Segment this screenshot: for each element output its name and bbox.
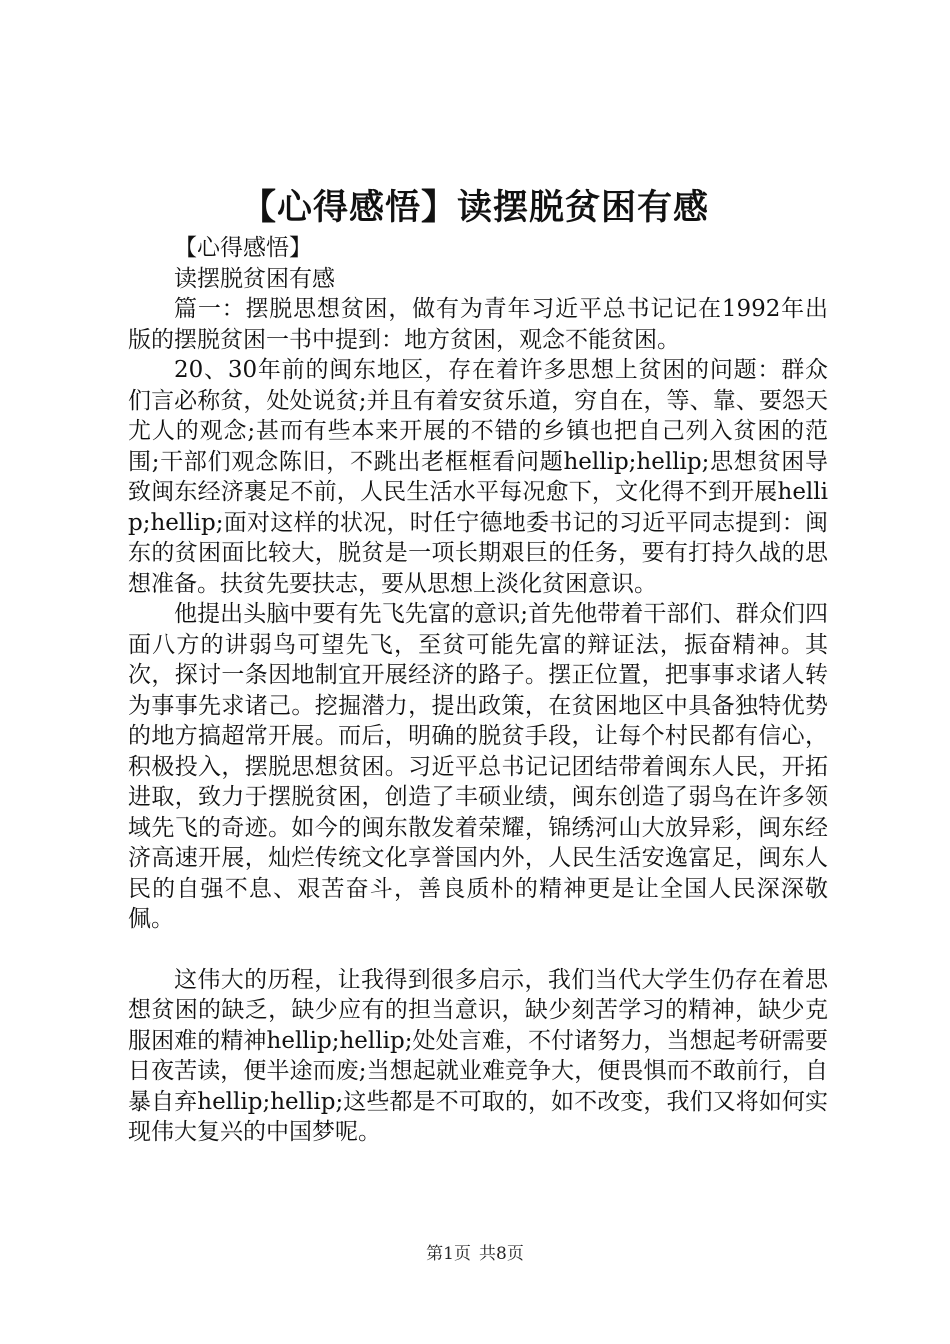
subtitle: 读摆脱贫困有感 bbox=[174, 265, 335, 292]
document-body bbox=[128, 233, 828, 1148]
paragraph: 20、30年前的闽东地区，存在着许多思想上贫困的问题：群众们言必称贫，处处说贫;并且有着安贫乐道，穷自在，等、靠、要怨天尤人的观念;甚而有些本来开展的不错的乡镇也把自己列入贫困的范围;干部们观念陈旧，不跳出老框框看问题hellip;hellip;思想贫困导致闽东经济裹足不前，人民生活水平每况愈下，文化得不到开展hellip;hellip;面对这样的状况，时任宁德地委书记的习近平同志提到：闽东的贫困面比较大，脱贫是一项长期艰巨的任务，要有打持久战的思想准备。扶贫先要扶志，要从思想上淡化贫困意识。 bbox=[128, 357, 828, 597]
section-label: 【心得感悟】 bbox=[174, 235, 312, 261]
page-number: 第1页 bbox=[426, 1244, 471, 1264]
page-total: 共8页 bbox=[479, 1244, 524, 1264]
page-footer bbox=[0, 1243, 950, 1265]
paragraph: 他提出头脑中要有先飞先富的意识;首先他带着干部们、群众们四面八方的讲弱鸟可望先飞，至贫可能先富的辩证法，振奋精神。其次，探讨一条因地制宜开展经济的路子。摆正位置，把事事求诸人转为事事先求诸己。挖掘潜力，提出政策，在贫困地区中具备独特优势的地方搞超常开展。而后，明确的脱贫手段，让每个村民都有信心，积极投入，摆脱思想贫困。习近平总书记记团结带着闽东人民，开拓进取，致力于摆脱贫困，创造了丰硕业绩，闽东创造了弱鸟在许多领域先飞的奇迹。如今的闽东散发着荣耀，锦绣河山大放异彩，闽东经济高速开展，灿烂传统文化享誉国内外，人民生活安逸富足，闽东人民的自强不息、艰苦奋斗，善良质朴的精神更是让全国人民深深敬佩。 bbox=[128, 601, 828, 932]
paragraph: 这伟大的历程，让我得到很多启示，我们当代大学生仍存在着思想贫困的缺乏，缺少应有的担当意识，缺少刻苦学习的精神，缺少克服困难的精神hellip;hellip;处处言难，不付诸努力，当想起考研需要日夜苦读，便半途而废;当想起就业难竞争大，便畏惧而不敢前行，自暴自弃hellip;hellip;这些都是不可取的，如不改变，我们又将如何实现伟大复兴的中国梦呢。 bbox=[128, 966, 828, 1145]
paragraph: 篇一：摆脱思想贫困，做有为青年习近平总书记记在1992年出版的摆脱贫困一书中提到：地方贫困，观念不能贫困。 bbox=[128, 296, 828, 353]
paragraph-spacer bbox=[128, 935, 828, 965]
document-title: 【心得感悟】读摆脱贫困有感 bbox=[240, 187, 709, 228]
